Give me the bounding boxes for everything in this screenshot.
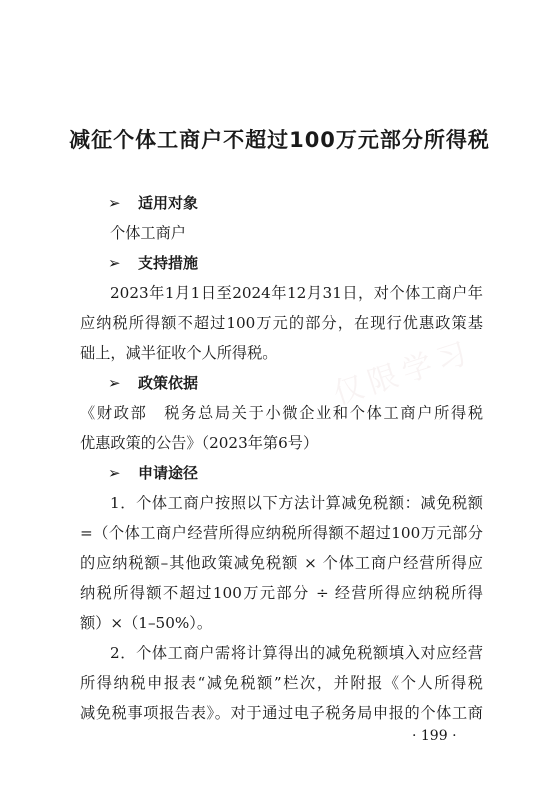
arrow-bullet-icon: ➢ — [108, 193, 121, 212]
section-heading-label: 政策依据 — [138, 374, 199, 392]
section-heading-basis — [108, 372, 198, 393]
arrow-bullet-icon: ➢ — [108, 373, 121, 392]
arrow-bullet-icon: ➢ — [108, 463, 121, 482]
section-heading-procedure — [108, 462, 198, 483]
page-number: · 199 · — [412, 728, 457, 744]
body-line: 1．个体工商户按照以下方法计算减免税额：减免税额 — [110, 494, 483, 512]
body-line: 减免税事项报告表》。对于通过电子税务局申报的个体工商 — [80, 704, 483, 722]
section-heading-measures — [108, 252, 198, 273]
page-title: 减征个体工商户不超过100万元部分所得税 — [69, 128, 490, 152]
body-line: 应纳税所得额不超过100万元的部分，在现行优惠政策基 — [80, 314, 483, 332]
body-line: 2023年1月1日至2024年12月31日，对个体工商户年 — [110, 284, 483, 302]
body-line: 《财政部 税务总局关于小微企业和个体工商户所得税 — [80, 404, 483, 422]
body-line: 个体工商户 — [110, 224, 186, 242]
body-line: 额）×（1–50%）。 — [80, 614, 213, 632]
body-line: 的应纳税额–其他政策减免税额 × 个体工商户经营所得应 — [80, 554, 483, 572]
section-heading-label: 支持措施 — [138, 254, 199, 272]
section-heading-label: 适用对象 — [138, 194, 199, 212]
arrow-bullet-icon: ➢ — [108, 253, 121, 272]
body-line: 所得纳税申报表“减免税额”栏次，并附报《个人所得税 — [80, 674, 483, 692]
body-line: 2．个体工商户需将计算得出的减免税额填入对应经营 — [110, 644, 483, 662]
body-line: 纳税所得额不超过100万元部分 ÷ 经营所得应纳税所得 — [80, 584, 483, 602]
body-line: 础上，减半征收个人所得税。 — [80, 344, 278, 362]
body-line: 优惠政策的公告》（2023年第6号） — [80, 434, 319, 452]
watermark: 仅限学习 — [329, 334, 477, 413]
body-line: =（个体工商户经营所得应纳税所得额不超过100万元部分 — [80, 524, 483, 542]
section-heading-applicable — [108, 192, 198, 213]
section-heading-label: 申请途径 — [138, 464, 199, 482]
